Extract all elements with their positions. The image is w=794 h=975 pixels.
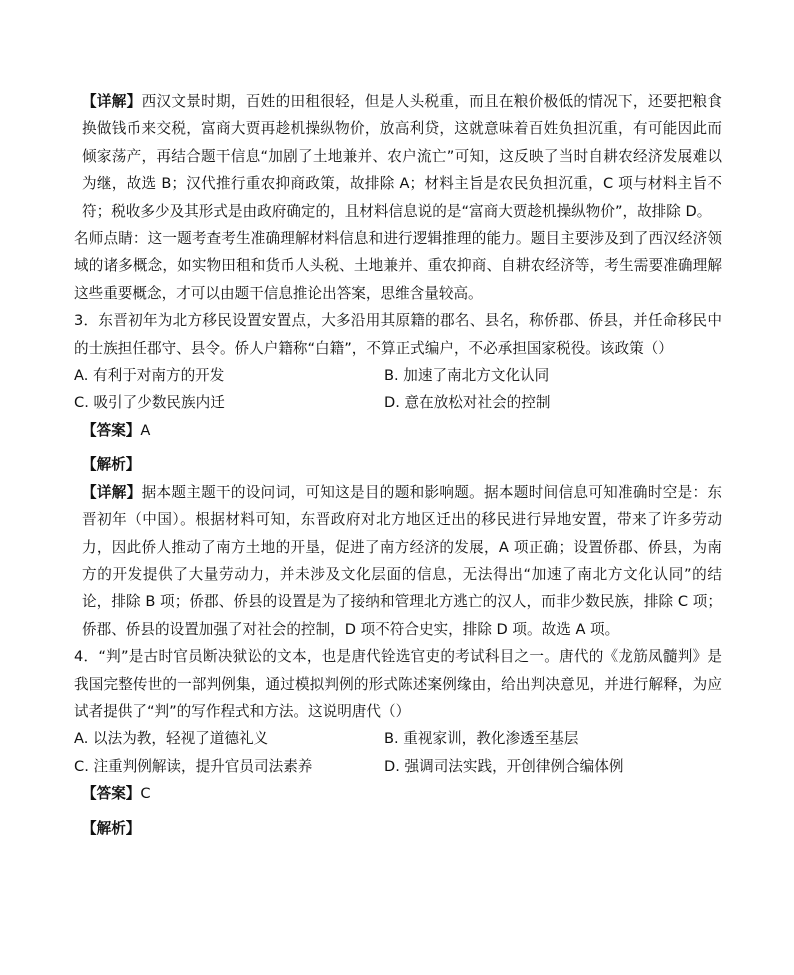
q3-answer-value: A — [140, 421, 151, 439]
q4-option-a: A. 以法为教，轻视了道德礼义 — [74, 730, 269, 748]
q3-option-b: B. 加速了南北方文化认同 — [384, 367, 550, 385]
q3-option-a: A. 有利于对南方的开发 — [74, 367, 225, 385]
q4-option-d: D. 强调司法实践，开创律例合编体例 — [384, 757, 624, 775]
q3-option-c: C. 吸引了少数民族内迁 — [74, 394, 225, 412]
question-4-options — [74, 725, 722, 780]
detail-text: 西汉文景时期，百姓的田租很轻，但是人头税重，而且在粮价极低的情况下，还要把粮食换做钱币来交税，富商大贾再趁机操纵物价，放高利贷，这就意味着百姓负担沉重，有可能因此而倾家荡产，再结合题干信息“加剧了土地兼并、农户流亡”可知，这反映了当时自耕农经济发展难以为继，故选 B；汉代推行重农抑商政策，故排除 A；材料主旨是农民负担沉重，C 项与材料主旨不符；税收多少及其形式是由政府确定的，且材料信息说的是“富商大贾趁机操纵物价”，故排除 D。 — [82, 93, 722, 220]
q4-option-b: B. 重视家训，教化渗透至基层 — [384, 730, 579, 748]
q3-detail-tag: 【详解】 — [82, 483, 142, 501]
question-3-options — [74, 362, 722, 417]
q4-answer-value: C — [140, 785, 151, 803]
q3-analysis-tag: 【解析】 — [82, 456, 141, 474]
detail-paragraph-q2 — [74, 88, 722, 225]
q4-analysis — [74, 815, 722, 842]
q3-analysis — [74, 451, 722, 478]
teacher-comment: 名师点睛：这一题考查考生准确理解材料信息和进行逻辑推理的能力。题目主要涉及到了西汉经济领域的诸多概念，如实物田租和货币人头税、土地兼并、重农抑商、自耕农经济等，考生需要准确理解这些重要概念，才可以由题干信息推论出答案，思维含量较高。 — [74, 230, 722, 302]
q4-answer-tag: 【答案】 — [82, 785, 141, 803]
question-4-stem: 4．“判”是古时官员断决狱讼的文本，也是唐代铨选官吏的考试科目之一。唐代的《龙筋凤髓判》是我国完整传世的一部判例集，通过模拟判例的形式陈述案例缘由，给出判决意见，并进行解释，为应试者提供了“判”的写作程式和方法。这说明唐代（） — [74, 648, 722, 720]
detail-tag: 【详解】 — [82, 93, 142, 110]
q3-answer — [74, 417, 722, 444]
q4-option-c: C. 注重判例解读，提升官员司法素养 — [74, 757, 313, 775]
q3-detail — [74, 479, 722, 643]
q3-option-d: D. 意在放松对社会的控制 — [384, 394, 551, 412]
q4-answer — [74, 780, 722, 807]
q4-analysis-tag: 【解析】 — [82, 819, 141, 837]
question-3-stem: 3．东晋初年为北方移民设置安置点，大多沿用其原籍的郡名、县名，称侨郡、侨县，并任命移民中的士族担任郡守、县令。侨人户籍称“白籍”，不算正式编户，不必承担国家税役。该政策（） — [74, 312, 722, 357]
document-page — [74, 88, 722, 842]
q3-detail-text: 据本题主题干的设问词，可知这是目的题和影响题。据本题时间信息可知准确时空是：东晋初年（中国）。根据材料可知，东晋政府对北方地区迁出的移民进行异地安置，带来了许多劳动力，因此侨人推动了南方土地的开垦，促进了南方经济的发展，A 项正确；设置侨郡、侨县，为南方的开发提供了大量劳动力，并未涉及文化层面的信息，无法得出“加速了南北方文化认同”的结论，排除 B 项；侨郡、侨县的设置是为了接纳和管理北方逃亡的汉人，而非少数民族，排除 C 项；侨郡、侨县的设置加强了对社会的控制，D 项不符合史实，排除 D 项。故选 A 项。 — [82, 483, 722, 638]
q3-answer-tag: 【答案】 — [82, 421, 141, 439]
